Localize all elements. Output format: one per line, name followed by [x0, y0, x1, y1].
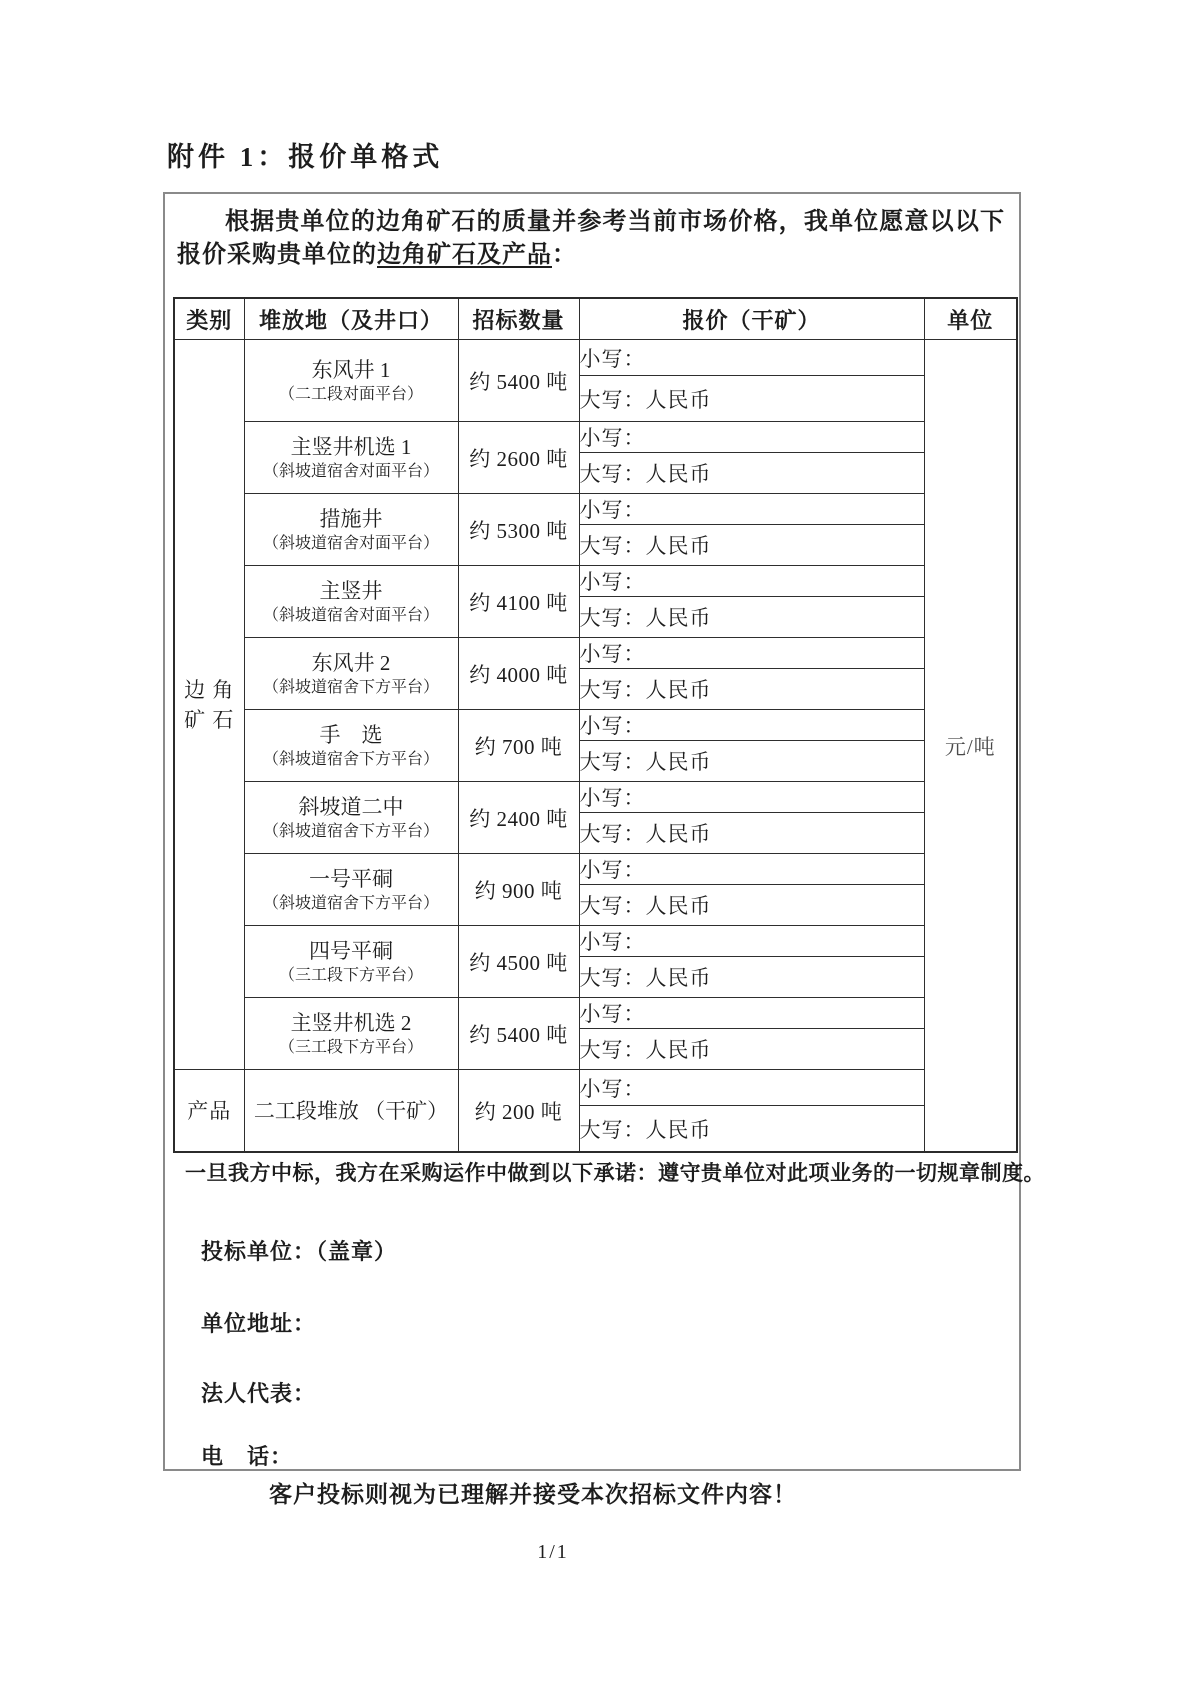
- quantity-cell: 约 700 吨: [458, 710, 579, 782]
- quote-upper-cell: 大写：人民币: [579, 1029, 924, 1070]
- quote-lower-cell: 小写：: [579, 998, 924, 1029]
- quantity-cell: 约 5400 吨: [458, 340, 579, 422]
- category-ore-line2: 矿 石: [184, 707, 235, 732]
- location-name: 东风井 1: [311, 357, 391, 382]
- table-row: [174, 998, 1017, 1029]
- quote-lower-cell: 小写：: [579, 926, 924, 957]
- quantity-cell: 约 200 吨: [458, 1070, 579, 1153]
- quote-upper-cell: 大写：人民币: [579, 885, 924, 926]
- location-cell: [244, 340, 458, 422]
- quote-upper-cell: 大写：人民币: [579, 1106, 924, 1153]
- location-caption: （斜坡道宿舍下方平台）: [262, 750, 439, 768]
- location-name: 一号平硐: [309, 866, 393, 891]
- table-row: [174, 854, 1017, 885]
- location-caption: （三工段下方平台）: [278, 966, 423, 984]
- location-caption: （斜坡道宿舍对面平台）: [262, 534, 439, 552]
- table-row: [174, 422, 1017, 453]
- quote-lower-cell: 小写：: [579, 854, 924, 885]
- intro-paragraph: [177, 206, 1005, 272]
- location-cell: [244, 926, 458, 998]
- quote-upper-cell: 大写：人民币: [579, 525, 924, 566]
- location-caption: （斜坡道宿舍下方平台）: [262, 678, 439, 696]
- location-cell: [244, 782, 458, 854]
- table-row: [174, 638, 1017, 669]
- quote-lower-cell: 小写：: [579, 710, 924, 741]
- location-cell: [244, 494, 458, 566]
- quote-upper-cell: 大写：人民币: [579, 597, 924, 638]
- quote-upper-cell: 大写：人民币: [579, 453, 924, 494]
- location-cell: [244, 422, 458, 494]
- location-name: 斜坡道二中: [298, 794, 404, 819]
- table-header-row: [174, 298, 1017, 340]
- quotation-form-box: [163, 192, 1045, 1471]
- location-cell: [244, 1070, 458, 1153]
- quote-lower-cell: 小写：: [579, 422, 924, 453]
- quantity-cell: 约 4100 吨: [458, 566, 579, 638]
- intro-text-before: 根据贵单位的边角矿石的质量并参考当前市场价格，我单位愿意以以下报价采购贵单位的: [177, 209, 1005, 268]
- table-row: [174, 566, 1017, 597]
- quantity-cell: 约 2400 吨: [458, 782, 579, 854]
- quote-upper-cell: 大写：人民币: [579, 741, 924, 782]
- header-category: 类别: [174, 298, 244, 340]
- quote-lower-cell: 小写：: [579, 566, 924, 597]
- location-name: 二工段堆放 （干矿）: [253, 1098, 449, 1123]
- header-quote: 报价（干矿）: [579, 298, 924, 340]
- quantity-cell: 约 4500 吨: [458, 926, 579, 998]
- quantity-cell: 约 2600 吨: [458, 422, 579, 494]
- location-name: 手 选: [319, 722, 383, 747]
- location-cell: [244, 566, 458, 638]
- location-cell: [244, 710, 458, 782]
- location-name: 四号平硐: [309, 938, 393, 963]
- unit-cell: 元/吨: [924, 340, 1017, 1153]
- quantity-cell: 约 900 吨: [458, 854, 579, 926]
- table-row: [174, 782, 1017, 813]
- header-quantity: 招标数量: [458, 298, 579, 340]
- header-location: 堆放地（及井口）: [244, 298, 458, 340]
- quantity-cell: 约 4000 吨: [458, 638, 579, 710]
- location-cell: [244, 854, 458, 926]
- quote-upper-cell: 大写：人民币: [579, 376, 924, 422]
- quote-lower-cell: 小写：: [579, 782, 924, 813]
- table-row: [174, 926, 1017, 957]
- location-caption: （斜坡道宿舍下方平台）: [262, 894, 439, 912]
- location-name: 东风井 2: [311, 650, 391, 675]
- header-unit: 单位: [924, 298, 1017, 340]
- table-row: [174, 494, 1017, 525]
- page-title: 附件 1：报价单格式: [167, 142, 444, 172]
- category-ore-cell: [174, 340, 244, 1070]
- intro-underlined-text: 边角矿石及产品: [377, 242, 552, 268]
- quote-table: [173, 297, 1018, 1153]
- bidder-label: 投标单位：（盖章）: [201, 1239, 398, 1264]
- quote-upper-cell: 大写：人民币: [579, 957, 924, 998]
- category-product-cell: 产品: [174, 1070, 244, 1153]
- location-caption: （斜坡道宿舍对面平台）: [262, 462, 439, 480]
- location-name: 主竖井机选 2: [290, 1010, 412, 1035]
- quantity-cell: 约 5400 吨: [458, 998, 579, 1070]
- location-caption: （二工段对面平台）: [278, 385, 423, 403]
- category-ore-line1: 边 角: [184, 677, 235, 702]
- quote-lower-cell: 小写：: [579, 638, 924, 669]
- quote-lower-cell: 小写：: [579, 340, 924, 376]
- location-cell: [244, 638, 458, 710]
- table-row: [174, 710, 1017, 741]
- location-cell: [244, 998, 458, 1070]
- location-name: 措施井: [319, 506, 383, 531]
- phone-label: 电 话：: [201, 1444, 294, 1469]
- table-row: [174, 340, 1017, 376]
- footer-note: 客户投标则视为已理解并接受本次招标文件内容！: [269, 1482, 797, 1507]
- intro-text-after: ：: [552, 242, 577, 268]
- location-caption: （斜坡道宿舍下方平台）: [262, 822, 439, 840]
- commitment-note: 一旦我方中标，我方在采购运作中做到以下承诺：遵守贵单位对此项业务的一切规章制度。: [185, 1162, 1045, 1185]
- location-caption: （三工段下方平台）: [278, 1038, 423, 1056]
- page-number: 1/1: [537, 1541, 569, 1563]
- quote-upper-cell: 大写：人民币: [579, 813, 924, 854]
- legal-rep-label: 法人代表：: [201, 1381, 317, 1406]
- location-name: 主竖井机选 1: [290, 434, 412, 459]
- quantity-cell: 约 5300 吨: [458, 494, 579, 566]
- quote-lower-cell: 小写：: [579, 494, 924, 525]
- location-name: 主竖井: [319, 578, 383, 603]
- location-caption: （斜坡道宿舍对面平台）: [262, 606, 439, 624]
- quote-lower-cell: 小写：: [579, 1070, 924, 1106]
- table-row: [174, 1070, 1017, 1106]
- quote-upper-cell: 大写：人民币: [579, 669, 924, 710]
- address-label: 单位地址：: [201, 1311, 317, 1336]
